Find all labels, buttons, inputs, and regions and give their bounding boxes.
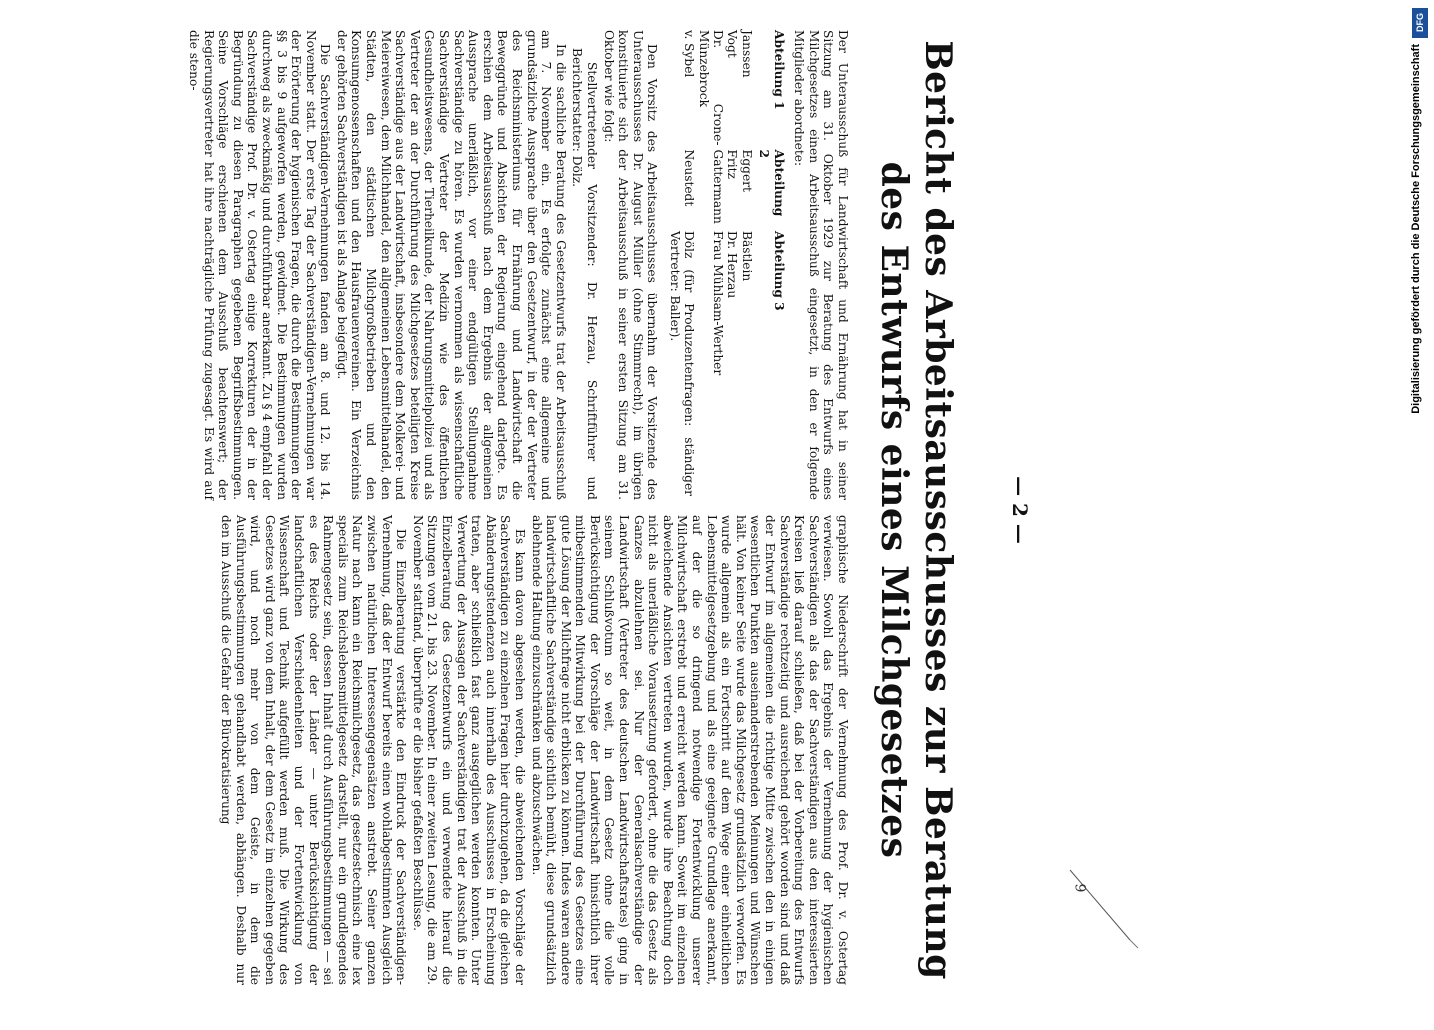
table-cell: Gattermann — [711, 149, 725, 224]
table-cell: Neustedt — [682, 149, 697, 207]
table-row — [725, 30, 739, 500]
rotated-page — [186, 0, 1050, 1030]
members-table-header — [754, 30, 788, 500]
table-cell: Eggert — [739, 149, 754, 192]
table-cell: Vogt — [725, 30, 740, 58]
intro-paragraph: Der Unterausschuß für Landwirtschaft und Ernährung hat in seiner Sitzung am 31. Oktober 1929 zur Beratung des Entwurfs eines Milchgesetzes einen Arbeitsausschuß eingesetzt, in den er folgende Mitglieder abordnete: — [792, 30, 850, 500]
table-cell: Frau Mühlsam-Werther — [711, 230, 725, 376]
officers-paragraph: Stellvertretender Vorsitzender: Dr. Herzau, Schriftführer und Berichterstatter: Dölz. — [570, 48, 599, 500]
table-cell: Bästlein — [739, 230, 754, 282]
proposals-paragraph: Es kann davon abgesehen werden, die abweichenden Vorschläge der Sachverständigen zu einzelnen Fragen hier durchzugehen, da die gleichen Abänderungstendenzen auch innerhalb des Ausschusses in Erscheinung traten, aber schließlich fast ganz ausgeglichen werden konnten. Unter Verwertung der Aussagen der Sachverständigen trat der Ausschuß in die Einzelberatung des Gesetzentwurfs ein und verwendete hierauf die Sitzungen vom 21. bis 23. November. In einer zweiten Lesung, die am 29. November stattfand, überprüfte er die bisher gefaßten Beschlüsse. — [410, 515, 527, 985]
table-row — [739, 30, 753, 500]
digitization-credit-text: Digitalisierung gefördert durch die Deutsche Forschungsgemeinschaft — [1410, 44, 1422, 414]
header-abteilung-2: Abteilung 2 — [757, 149, 786, 217]
continuation-paragraph: graphische Niederschrift der Vernehmung des Prof. Dr. v. Ostertag verwiesen. Sowohl das Ergebnis der Vernehmung der hygienischen Sachverständigen als das der Sachverständigen aus den interessierten Kreisen ließ darauf schließen, daß bei der Vorbereitung des Entwurfs Sachverständige rechtzeitig und ausreichend gehört worden sind und daß der Entwurf im allgemeinen die richtige Mitte zwischen den in einigen wesentlichen Punkten auseinanderstrebenden Meinungen und Wünschen hält. Von keiner Seite wurde das Milchgesetz grundsätzlich verworfen. Es wurde allgemein als ein Fortschritt auf dem Wege einer einheitlichen Lebensmittelgesetzgebung und als eine geeignete Grundlage anerkannt, auf der die so dringend notwendige Fortentwicklung unserer Milchwirtschaft erstrebt und erreicht werden kann. Soweit im einzelnen abweichende Ansichten vertreten wurden, wurde ihre Beachtung doch nicht als unerläßliche Voraussetzung gefordert, ohne die das Gesetz als Ganzes abzulehnen sei. Nur der Generalsachverständige der Landwirtschaft (Vertreter des deutschen Landwirtschaftsrates) ging in seinem Schlußvotum so weit, in dem Gesetz ohne die volle Berücksichtigung der Vorschläge der Landwirtschaft hinsichtlich ihrer mitbestimmenden Mitwirkung bei der Durchführung des Gesetzes eine gute Lösung der Milchfrage nicht erblicken zu können. Indes waren andere landwirtschaftliche Sachverständige sichtlich bemüht, diese grundsätzlich ablehnende Haltung einzuschränken und abzuschwächen. — [529, 515, 850, 985]
left-column — [184, 30, 850, 500]
header-abteilung-3: Abteilung 3 — [771, 230, 786, 311]
pencil-mark — [1060, 860, 1180, 970]
table-row — [696, 30, 725, 500]
table-row — [667, 30, 696, 500]
table-cell: Dr. Crone-Münzebrock — [696, 30, 725, 146]
detailed-deliberation-paragraph: Die Einzelberatung verstärkte den Eindruck der Sachverständigen-Vernehmung, daß der Entwurf bereits einen wohlabgestimmten Ausgleich zwischen natürlichen Interessengegensätzen anstrebt. Seiner ganzen Natur nach kann ein Reichsmilchgesetz, das gesetzestechnisch eine lex specialis zum Reichslebensmittelgesetz darstellt, nur ein grundlegendes Rahmengesetz sein, dessen Inhalt durch Ausführungsbestimmungen — sei es des Reichs oder der Länder — unter Berücksichtigung der landschaftlichen Verschiedenheiten und der Fortentwicklung von Wissenschaft und Technik aufgefüllt werden muß. Die Wirkung des Gesetzes wird ganz von dem Inhalt, der dem Gesetz im einzelnen gegeben wird, und noch mehr von dem Geiste, in dem die Ausführungsbestimmungen gehandhabt werden, abhängen. Deshalb nur den im Ausschuß die Gefahr der Bürokratisierung — [219, 515, 409, 985]
chair-paragraph: Den Vorsitz des Arbeitsausschusses übernahm der Vorsitzende des Unterausschusses Dr. August Müller (ohne Stimmrecht), im übrigen konstituierte sich der Arbeitsausschuß in seiner ersten Sitzung am 31. Oktober wie folgt: — [601, 30, 660, 500]
page-content — [186, 0, 1050, 1030]
table-cell: Dr. Herzau — [725, 230, 740, 299]
table-cell: v. Sybel — [682, 30, 697, 78]
document-title: Bericht des Arbeitsausschusses zur Beratung des Entwurfs eines Milchgesetzes — [873, 40, 959, 980]
table-cell: Dölz (für Produzentenfragen: ständiger Vertreter: Baller). — [667, 230, 697, 496]
digitization-credit — [1400, 0, 1434, 1000]
table-cell: Janssen — [739, 30, 754, 78]
deliberation-paragraph: In die sachliche Beratung des Gesetzentwurfs trat der Arbeitsausschuß am 7. November ein. Es erfolgte zunächst eine allgemeine und grundsätzliche Aussprache über den Gesetzentwurf, in der der Vertreter des Reichsministeriums für Ernährung und Landwirtschaft die Beweggründe und Absichten der Regierung eingehend darlegte. Es erschien dem Arbeitsausschuß nach dem Ergebnis der allgemeinen Aussprache unerläßlich, vor einer endgültigen Stellungnahme Sachverständige zu hören. Es wurden vernommen als wissenschaftliche Sachverständige Vertreter der Medizin wie des öffentlichen Gesundheitswesens, der Tierheilkunde, der Nahrungsmittelpolizei und als Vertreter der an der Durchführung des Milchgesetzes beteiligten Kreise Sachverständige aus der Landwirtschaft, insbesondere dem Molkerei- und Meiereiwesen, dem Milchhandel, den allgemeinen Lebensmittelhandel, den Städten, den städtischen Milchgroßbetrieben und den Konsumgenossenschaften und den Hausfrauenvereinen. Ein Verzeichnis der gehörten Sachverständigen ist als Anlage beigefügt. — [334, 30, 568, 500]
table-cell: Fritz — [725, 149, 740, 179]
header-abteilung-1: Abteilung 1 — [771, 30, 786, 110]
hearings-paragraph: Die Sachverständigen-Vernehmungen fanden am 8. und 12. bis 14. November statt. Der erste Tag der Sachverständigen-Vernehmungen war der Erörterung der hygienischen Fragen, die durch die Bestimmungen der §§ 3 bis 9 aufgeworfen werden, gewidmet. Die Bestimmungen wurden durchweg als zweckmäßig und durchführbar anerkannt. Zu § 4 empfahl der Sachverständige Prof. Dr. v. Ostertag einige Korrekturen der in der Begründung zu diesen Paragraphen gegebenen Begriffsbestimmungen. Seine Vorschläge erschienen dem Ausschuß beachtenswert; der Regierungsvertreter hat ihre nachträgliche Prüfung zugesagt. Es wird auf die steno- — [186, 30, 333, 500]
right-column — [216, 515, 850, 985]
members-table — [667, 30, 787, 500]
margin-annotation: 9 — [1071, 883, 1088, 893]
page-number: — 2 — — [1008, 476, 1032, 544]
dfg-logo-icon: DFG — [1412, 8, 1428, 38]
